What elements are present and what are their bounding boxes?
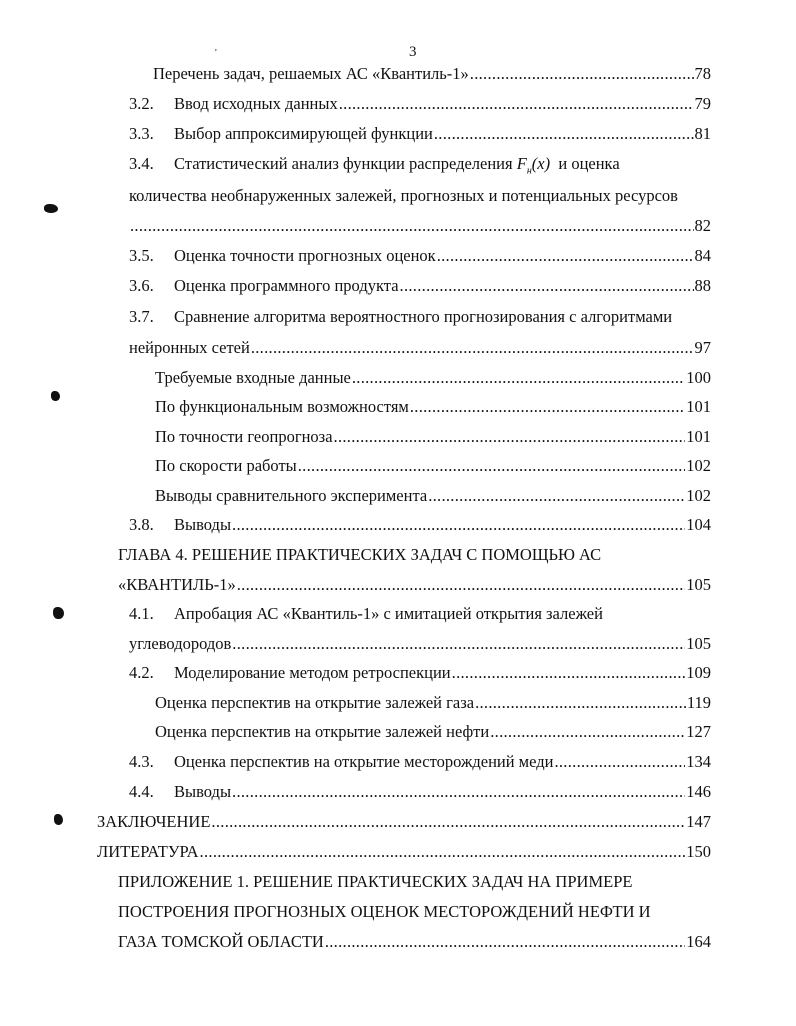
toc-entry[interactable] — [129, 513, 711, 537]
toc-number: 3.7. — [129, 307, 154, 326]
toc-number: 3.4. — [129, 154, 154, 173]
scan-blot — [44, 204, 58, 213]
toc-subentry[interactable] — [155, 454, 711, 478]
toc-title: По точности геопрогноза — [155, 427, 333, 446]
toc-entry-cont[interactable] — [129, 632, 711, 656]
toc-title: Оценка перспектив на открытие залежей нефти — [155, 722, 490, 741]
toc-title: ГЛАВА 4. РЕШЕНИЕ ПРАКТИЧЕСКИХ ЗАДАЧ С ПОМОЩЬЮ АС — [118, 545, 602, 564]
toc-page: 147 — [686, 812, 711, 831]
toc-subentry[interactable] — [155, 691, 711, 715]
scan-blot — [54, 814, 63, 825]
toc-page: 104 — [686, 515, 711, 534]
toc-page: 134 — [686, 752, 711, 771]
toc-title-cont: и оценка — [558, 154, 620, 173]
toc-page: 79 — [694, 94, 711, 113]
toc-chapter-cont[interactable] — [118, 573, 711, 597]
toc-entry[interactable] — [129, 122, 711, 146]
toc-title: Выбор аппроксимирующей функции — [174, 124, 433, 143]
toc-title: ГАЗА ТОМСКОЙ ОБЛАСТИ — [118, 932, 324, 951]
toc-chapter[interactable] — [97, 840, 711, 864]
toc-title: количества необнаруженных залежей, прогнозных и потенциальных ресурсов — [129, 186, 678, 205]
toc-subentry[interactable] — [155, 425, 711, 449]
toc-page: 81 — [694, 124, 711, 143]
scan-mark: ' — [215, 48, 217, 59]
toc-entry[interactable] — [153, 62, 711, 86]
toc-title: Выводы — [174, 782, 232, 801]
toc-page: 82 — [694, 216, 711, 235]
toc-title: углеводородов — [129, 634, 232, 653]
toc-number: 3.2. — [129, 94, 154, 113]
formula: $F_н(x)$ — [516, 154, 551, 177]
toc-chapter[interactable] — [97, 810, 711, 834]
toc-number: 4.2. — [129, 663, 154, 682]
toc-page: 109 — [686, 663, 711, 682]
toc-page: 105 — [686, 634, 711, 653]
toc-page: 127 — [686, 722, 711, 741]
toc-number: 4.4. — [129, 782, 154, 801]
toc-entry[interactable] — [129, 274, 711, 298]
toc-entry[interactable] — [129, 750, 711, 774]
toc-page: 105 — [686, 575, 711, 594]
toc-title: ПОСТРОЕНИЯ ПРОГНОЗНЫХ ОЦЕНОК МЕСТОРОЖДЕНИЙ НЕФТИ И — [118, 902, 651, 921]
toc-appendix[interactable] — [118, 870, 632, 894]
toc-subentry[interactable] — [155, 395, 711, 419]
toc-title: Сравнение алгоритма вероятностного прогнозирования с алгоритмами — [174, 307, 673, 326]
toc-page: 102 — [686, 486, 711, 505]
toc-title: ЗАКЛЮЧЕНИЕ — [97, 812, 211, 831]
toc-page: 102 — [686, 456, 711, 475]
toc-number: 3.5. — [129, 246, 154, 265]
toc-title: Оценка перспектив на открытие залежей газа — [155, 693, 475, 712]
toc-entry[interactable] — [129, 602, 603, 626]
toc-entry[interactable] — [129, 661, 711, 685]
toc-title: «КВАНТИЛЬ-1» — [118, 575, 236, 594]
toc-page: 100 — [686, 368, 711, 387]
toc-title: ПРИЛОЖЕНИЕ 1. РЕШЕНИЕ ПРАКТИЧЕСКИХ ЗАДАЧ НА ПРИМЕРЕ — [118, 872, 633, 891]
toc-title: Моделирование методом ретроспекции — [174, 663, 451, 682]
toc-page: 119 — [686, 693, 711, 712]
toc-title: По функциональным возможностям — [155, 397, 409, 416]
toc-page: 150 — [686, 842, 711, 861]
toc-page: 101 — [686, 427, 711, 446]
toc-entry[interactable] — [129, 780, 711, 804]
toc-subentry[interactable] — [155, 366, 711, 390]
toc-entry[interactable] — [129, 305, 672, 329]
toc-title: Выводы — [174, 515, 232, 534]
scan-blot — [51, 391, 60, 401]
toc-page: 84 — [694, 246, 711, 265]
toc-appendix-cont[interactable] — [118, 900, 651, 924]
toc-title: Требуемые входные данные — [155, 368, 351, 387]
page-number: 3 — [409, 44, 417, 60]
toc-title: По скорости работы — [155, 456, 297, 475]
toc-number: 3.3. — [129, 124, 154, 143]
toc-title: Оценка программного продукта — [174, 276, 399, 295]
toc-number: 3.8. — [129, 515, 154, 534]
toc-number: 4.1. — [129, 604, 154, 623]
toc-page: 146 — [686, 782, 711, 801]
toc-title: Оценка перспектив на открытие месторождений меди — [174, 752, 554, 771]
toc-number: 3.6. — [129, 276, 154, 295]
toc-subentry[interactable] — [155, 720, 711, 744]
toc-title: нейронных сетей — [129, 338, 250, 357]
toc-title: Выводы сравнительного эксперимента — [155, 486, 428, 505]
scan-blot — [53, 607, 64, 619]
toc-title: ЛИТЕРАТУРА — [97, 842, 199, 861]
toc-page: 78 — [694, 64, 711, 83]
toc-title: Оценка точности прогнозных оценок — [174, 246, 436, 265]
toc-chapter[interactable] — [118, 543, 601, 567]
toc-subentry[interactable] — [155, 484, 711, 508]
toc-title: Статистический анализ функции распределения — [174, 154, 513, 173]
toc-number: 4.3. — [129, 752, 154, 771]
toc-entry-cont — [129, 184, 678, 208]
toc-title: Ввод исходных данных — [174, 94, 338, 113]
toc-page: 88 — [694, 276, 711, 295]
toc-page: 97 — [694, 338, 711, 357]
toc-entry-cont[interactable] — [129, 336, 711, 360]
toc-entry[interactable] — [129, 152, 711, 176]
toc-page: 101 — [686, 397, 711, 416]
toc-appendix-cont[interactable] — [118, 930, 711, 954]
toc-title: Апробация АС «Квантиль-1» с имитацией открытия залежей — [174, 604, 603, 623]
toc-title: Перечень задач, решаемых АС «Квантиль-1» — [153, 64, 469, 83]
toc-entry[interactable] — [129, 244, 711, 268]
toc-entry[interactable] — [129, 92, 711, 116]
toc-entry-cont[interactable] — [129, 214, 711, 238]
toc-page: 164 — [686, 932, 711, 951]
